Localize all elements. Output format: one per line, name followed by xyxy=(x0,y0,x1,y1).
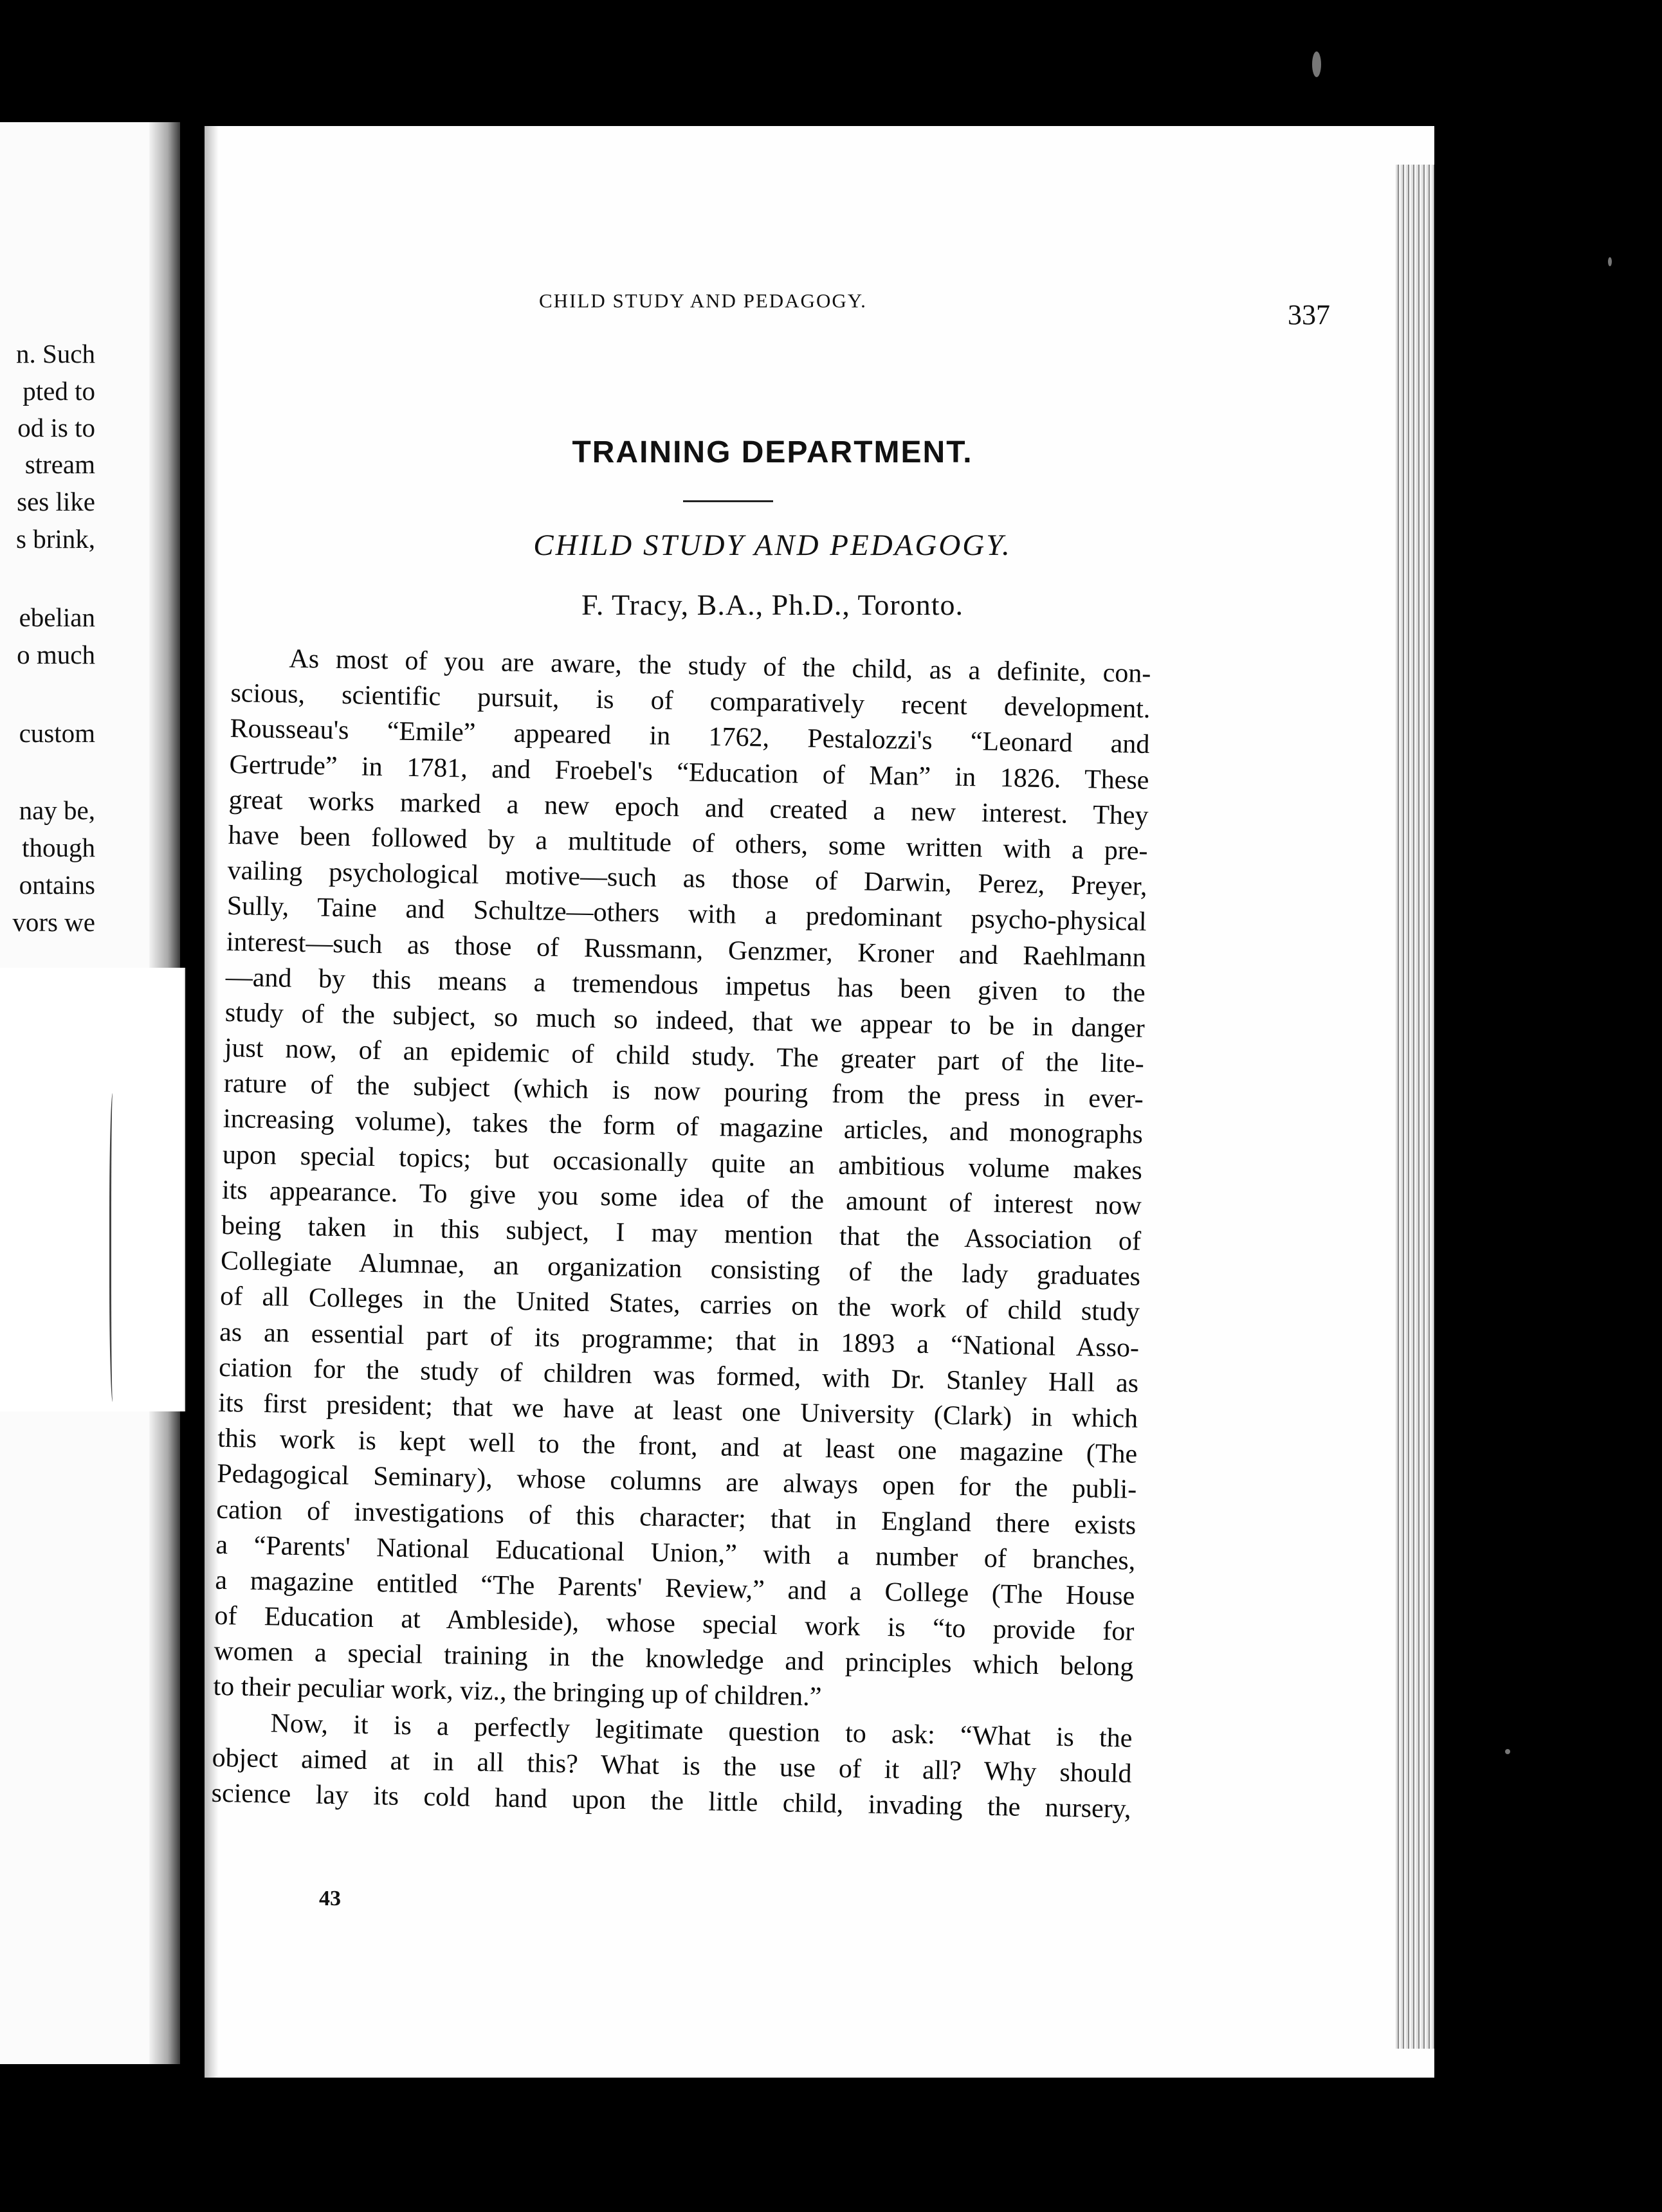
body-line: its first president; that we have at least one University (Clark) in which xyxy=(217,1388,1138,1434)
body-line: as an essential part of its programme; that in 1893 a “National Asso- xyxy=(219,1317,1140,1363)
body-line: Collegiate Alumnae, an organization consisting of the lady graduates xyxy=(220,1246,1141,1292)
section-title: TRAINING DEPARTMENT. xyxy=(572,435,973,469)
body-line: of Education at Ambleside), whose special work is “to provide for xyxy=(214,1600,1135,1647)
body-line: As most of you are aware, the study of the child, as a definite, con- xyxy=(289,644,1151,689)
left-page-line: n. Such xyxy=(16,339,95,368)
scan-speck xyxy=(1608,257,1612,266)
left-page-line: nay be, xyxy=(19,795,95,825)
title-rule xyxy=(683,500,773,502)
book-page xyxy=(205,126,1434,2078)
body-line: Gertrude” in 1781, and Froebel's “Education of Man” in 1826. These xyxy=(229,749,1149,795)
body-line: great works marked a new epoch and created a new interest. They xyxy=(228,784,1149,831)
page-number: 337 xyxy=(1288,299,1330,331)
left-page-line: ebelian xyxy=(19,603,95,632)
body-line: Rousseau's “Emile” appeared in 1762, Pestalozzi's “Leonard and xyxy=(230,714,1150,760)
left-page-line: vors we xyxy=(12,907,95,937)
body-line: upon special topics; but occasionally quite an ambitious volume makes xyxy=(222,1139,1143,1186)
article-body xyxy=(211,640,1383,1831)
body-line: of all Colleges in the United States, carries on the work of child study xyxy=(219,1282,1140,1328)
body-line: increasing volume), takes the form of magazine articles, and monographs xyxy=(223,1104,1144,1150)
body-line: Pedagogical Seminary), whose columns are always open for the publi- xyxy=(216,1459,1137,1505)
body-line: a “Parents' National Educational Union,” with a number of branches, xyxy=(215,1530,1136,1576)
body-line: —and by this means a tremendous impetus has been given to the xyxy=(225,962,1146,1008)
author-line: F. Tracy, B.A., Ph.D., Toronto. xyxy=(581,588,964,621)
left-page-line: custom xyxy=(19,718,95,748)
body-line: just now, of an epidemic of child study. The greater part of the lite- xyxy=(224,1033,1145,1079)
body-line: science lay its cold hand upon the little child, invading the nursery, xyxy=(211,1778,1131,1824)
body-line: its appearance. To give you some idea of the amount of interest now xyxy=(221,1175,1142,1221)
body-line: ciation for the study of children was formed, with Dr. Stanley Hall as xyxy=(218,1352,1139,1399)
left-page-line: pted to xyxy=(23,376,95,406)
body-line: interest—such as those of Russmann, Genzmer, Kroner and Raehlmann xyxy=(226,927,1147,973)
left-page-line: stream xyxy=(24,449,95,479)
body-line: to their peculiar work, viz., the bringing up of children.” xyxy=(213,1672,822,1712)
article-title: CHILD STUDY AND PEDAGOGY. xyxy=(533,529,1012,562)
body-line: cation of investigations of this character; that in England there exists xyxy=(216,1494,1137,1541)
left-page-line: ses like xyxy=(17,487,95,516)
body-line: women a special training in the knowledge and principles which belong xyxy=(214,1636,1134,1682)
body-line: this work is kept well to the front, and at least one magazine (The xyxy=(217,1423,1138,1469)
running-head: CHILD STUDY AND PEDAGOGY. xyxy=(539,289,867,312)
body-line: being taken in this subject, I may mention that the Association of xyxy=(221,1210,1142,1256)
left-page-line: ontains xyxy=(19,870,95,900)
slip-fold-mark xyxy=(109,1093,118,1402)
body-line: scious, scientific pursuit, is of comparatively recent development. xyxy=(230,678,1151,725)
body-line: study of the subject, so much so indeed, that we appear to be in danger xyxy=(224,997,1146,1044)
left-page-line: od is to xyxy=(17,413,95,442)
scan-speck xyxy=(1505,1749,1510,1754)
left-page-line: s brink, xyxy=(16,524,95,554)
body-line: Now, it is a perfectly legitimate question to ask: “What is the xyxy=(270,1708,1133,1754)
body-line: a magazine entitled “The Parents' Review,” and a College (The House xyxy=(215,1565,1135,1611)
left-page-line: o much xyxy=(17,640,95,669)
body-line: have been followed by a multitude of others, some written with a pre- xyxy=(228,820,1148,866)
signature-mark: 43 xyxy=(319,1887,341,1910)
left-page-line: though xyxy=(22,833,95,862)
scan-speck xyxy=(1312,51,1321,77)
inserted-paper-slip xyxy=(0,968,185,1411)
page-stack-edge xyxy=(1396,165,1434,2049)
body-line: object aimed at in all this? What is the use of it all? Why should xyxy=(212,1743,1132,1789)
body-line: vailing psychological motive—such as those of Darwin, Perez, Preyer, xyxy=(227,856,1147,902)
body-line: rature of the subject (which is now pouring from the press in ever- xyxy=(223,1069,1144,1115)
body-line: Sully, Taine and Schultze—others with a predominant psycho-physical xyxy=(226,891,1147,938)
